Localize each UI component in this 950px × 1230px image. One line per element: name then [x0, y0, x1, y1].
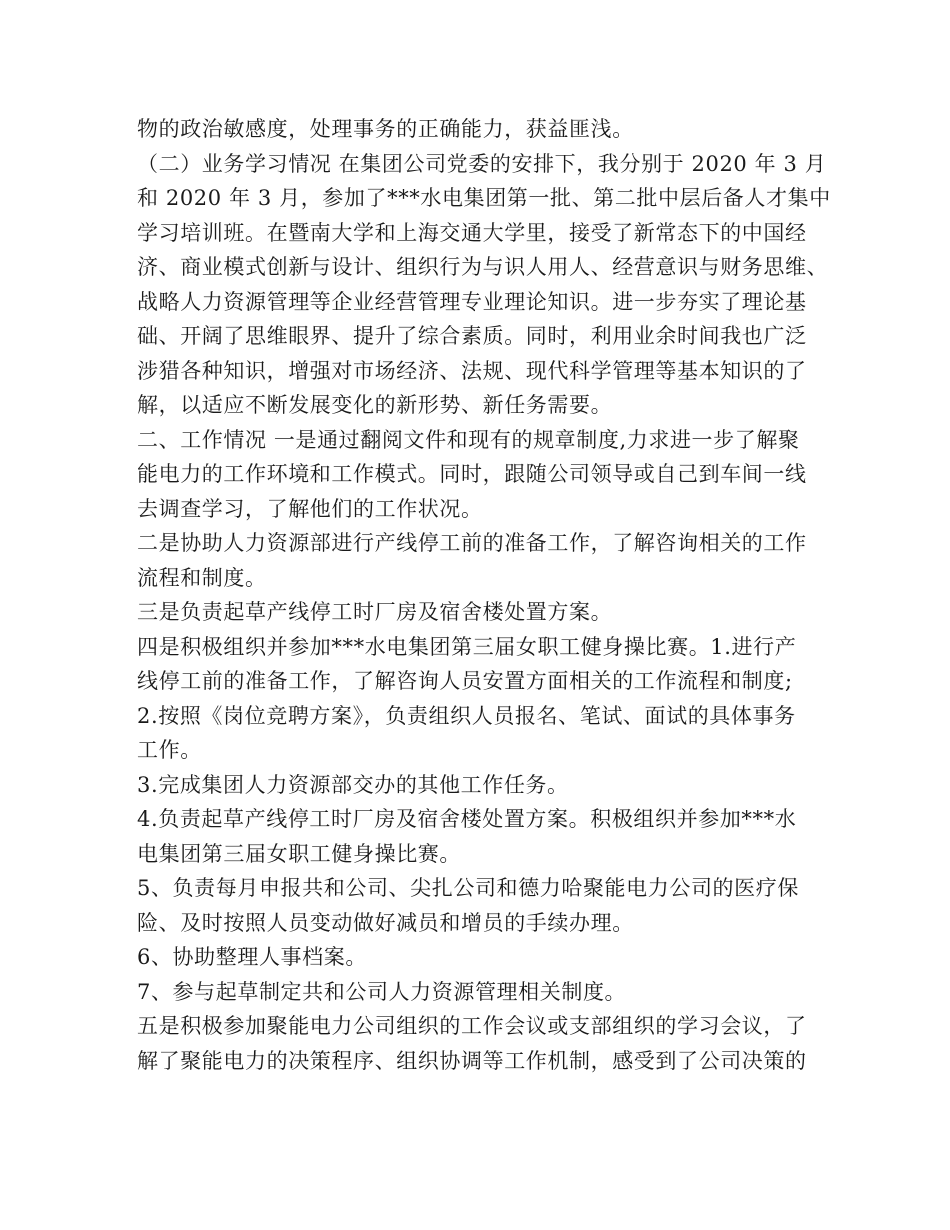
text-line: 线停工前的准备工作，了解咨询人员安置方面相关的工作流程和制度; [137, 669, 793, 693]
text-line: 学习培训班。在暨南大学和上海交通大学里，接受了新常态下的中国经 [137, 220, 807, 245]
text-line: 础、开阔了思维眼界、提升了综合素质。同时，利用业余时间我也广泛 [137, 324, 807, 348]
text-line: 涉猎各种知识，增强对市场经济、法规、现代科学管理等基本知识的了 [137, 358, 807, 383]
text-line: 6、协助整理人事档案。 [137, 945, 367, 969]
text-line: 解了聚能电力的决策程序、组织协调等工作机制，感受到了公司决策的 [137, 1048, 807, 1073]
text-line: 流程和制度。 [137, 565, 267, 590]
text-line: （二）业务学习情况 在集团公司党委的安排下，我分别于 2020 年 3 月 [137, 151, 827, 176]
text-line: 四是积极组织并参加***水电集团第三届女职工健身操比赛。1.进行产 [137, 634, 797, 659]
text-line: 4.负责起草产线停工时厂房及宿舍楼处置方案。积极组织并参加***水 [137, 807, 797, 831]
text-line: 和 2020 年 3 月，参加了***水电集团第一批、第二批中层后备人才集中 [137, 186, 831, 210]
text-line: 2.按照《岗位竞聘方案》，负责组织人员报名、笔试、面试的具体事务 [137, 703, 796, 728]
text-line: 三是负责起草产线停工时厂房及宿舍楼处置方案。 [137, 600, 613, 624]
text-line: 二是协助人力资源部进行产线停工前的准备工作，了解咨询相关的工作 [137, 531, 807, 555]
text-line: 7、参与起草制定共和公司人力资源管理相关制度。 [137, 979, 627, 1004]
text-line: 3.完成集团人力资源部交办的其他工作任务。 [137, 772, 569, 797]
text-line: 5、负责每月申报共和公司、尖扎公司和德力哈聚能电力公司的医疗保 [137, 876, 799, 900]
text-line: 解，以适应不断发展变化的新形势、新任务需要。 [137, 393, 613, 417]
text-line: 工作。 [137, 738, 202, 762]
text-line: 物的政治敏感度，处理事务的正确能力，获益匪浅。 [137, 117, 634, 141]
text-line: 五是积极参加聚能电力公司组织的工作会议或支部组织的学习会议，了 [137, 1014, 807, 1038]
text-line: 二、工作情况 一是通过翻阅文件和现有的规章制度,力求进一步了解聚 [137, 427, 800, 452]
text-line: 能电力的工作环境和工作模式。同时，跟随公司领导或自己到车间一线 [137, 462, 807, 486]
text-line: 济、商业模式创新与设计、组织行为与识人用人、经营意识与财务思维、 [137, 255, 829, 279]
text-line: 险、及时按照人员变动做好减员和增员的手续办理。 [137, 910, 634, 935]
text-line: 去调查学习，了解他们的工作状况。 [137, 496, 483, 521]
document-body [137, 112, 837, 1078]
text-line: 电集团第三届女职工健身操比赛。 [137, 841, 461, 866]
text-line: 战略人力资源管理等企业经营管理专业理论知识。进一步夯实了理论基 [137, 289, 807, 314]
